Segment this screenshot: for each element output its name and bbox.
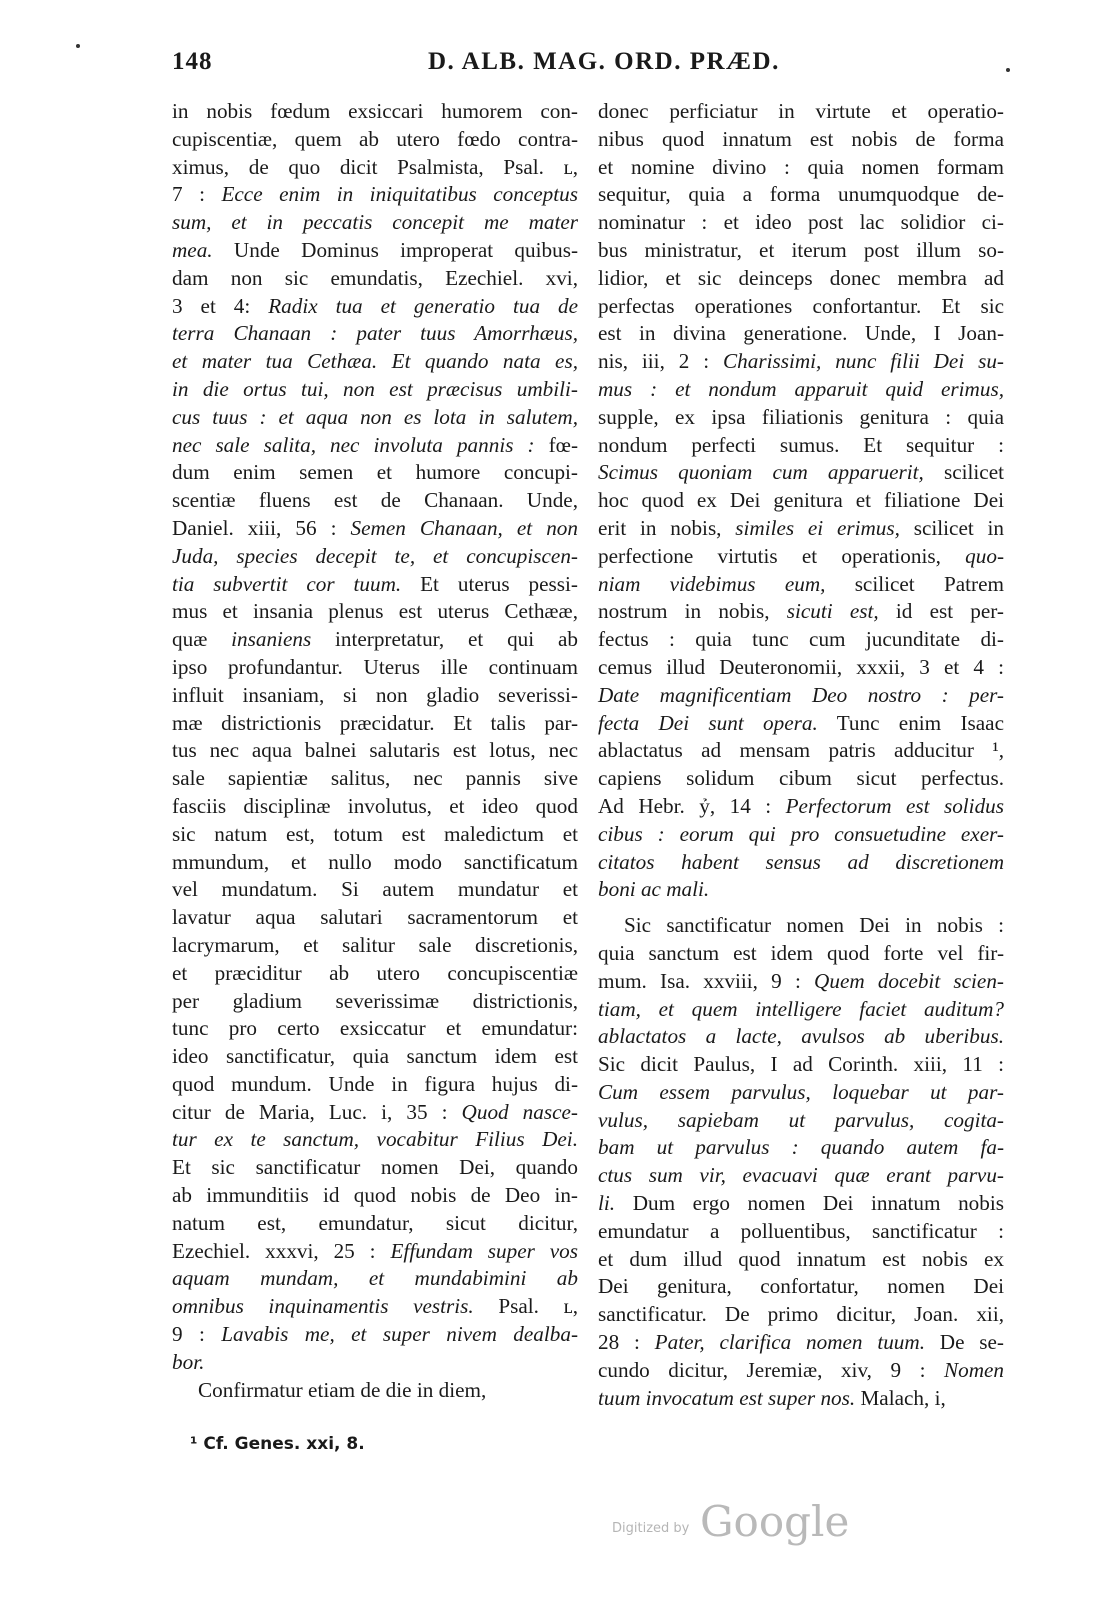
- italic-text-run: Radix tua et generatio tua de: [268, 293, 578, 318]
- text-line: [172, 1015, 578, 1043]
- text-line: [598, 320, 1004, 348]
- text-run: interpretatur, et qui ab: [311, 627, 578, 652]
- text-line: [598, 1246, 1004, 1274]
- text-run: fœ-: [534, 432, 578, 457]
- text-line: [598, 126, 1004, 154]
- text-line: [172, 459, 578, 487]
- text-run: bus ministratur, et iterum post illum so-: [598, 237, 1004, 262]
- italic-text-run: Quem docebit scien-: [814, 968, 1004, 993]
- text-line: [172, 849, 578, 877]
- running-title: D. ALB. MAG. ORD. PRÆD.: [428, 48, 780, 75]
- text-line: [598, 404, 1004, 432]
- text-line: [598, 710, 1004, 738]
- text-line: [598, 682, 1004, 710]
- text-line: [172, 1043, 578, 1071]
- text-line: [598, 1107, 1004, 1135]
- text-run: cemus illud Deuteronomii, xxxii, 3 et 4 :: [598, 654, 1004, 679]
- italic-text-run: in die ortus tui, non est præcisus umbili-: [172, 376, 578, 401]
- text-line: [598, 793, 1004, 821]
- text-run: Ezechiel. xxxvi, 25 :: [172, 1238, 391, 1263]
- text-run: et dum illud quod innatum est nobis ex: [598, 1246, 1004, 1271]
- italic-text-run: tuum invocatum est super nos.: [598, 1385, 856, 1410]
- text-run: quia sanctum est idem quod forte vel fir-: [598, 940, 1004, 965]
- italic-text-run: Juda, species decepit te, et concupiscen-: [172, 543, 578, 568]
- text-line: [598, 515, 1004, 543]
- text-run: ablactatus ad mensam patris adducitur ¹,: [598, 738, 1004, 763]
- text-run: ab immunditiis id quod nobis de Deo in-: [172, 1183, 578, 1208]
- text-line: [598, 293, 1004, 321]
- italic-text-run: Effundam super vos: [390, 1238, 579, 1263]
- text-run: perfectas operationes confortantur. Et sic: [598, 293, 1004, 318]
- text-run: Ad Hebr. ỷ, 14 :: [598, 793, 786, 818]
- italic-text-run: Ecce enim in iniquitatibus conceptus: [221, 182, 578, 207]
- text-run: erit in nobis,: [598, 515, 736, 540]
- text-line: [598, 459, 1004, 487]
- text-run: Malach, i,: [855, 1385, 946, 1410]
- text-line: [172, 126, 578, 154]
- text-run: fectus : quia tunc cum jucunditate di-: [598, 627, 1004, 652]
- italic-text-run: fecta Dei sunt opera.: [598, 710, 818, 735]
- italic-text-run: omnibus inquinamentis vestris.: [172, 1294, 474, 1319]
- italic-text-run: Scimus quoniam cum apparuerit,: [598, 460, 924, 485]
- text-line: [598, 181, 1004, 209]
- text-run: natum est, emundatur, sicut dicitur,: [172, 1210, 578, 1235]
- text-line: [172, 821, 578, 849]
- text-run: capiens solidum cibum sicut perfectus.: [598, 766, 1004, 791]
- italic-text-run: cus tuus : et aqua non es lota in salutem,: [172, 404, 578, 429]
- text-line: [172, 1126, 578, 1154]
- text-run: perfectione virtutis et operationis,: [598, 543, 966, 568]
- text-line: [598, 598, 1004, 626]
- italic-text-run: tia subvertit cor tuum.: [172, 571, 402, 596]
- text-line: [172, 876, 578, 904]
- italic-text-run: sicuti est,: [786, 599, 879, 624]
- text-line: [598, 968, 1004, 996]
- text-line: [172, 293, 578, 321]
- text-line: [172, 737, 578, 765]
- watermark-small-text: Digitized by: [612, 1521, 690, 1536]
- text-line: [598, 737, 1004, 765]
- text-line: [172, 1238, 578, 1266]
- italic-text-run: similes ei erimus,: [735, 515, 900, 540]
- text-run: Psal. ʟ,: [473, 1294, 578, 1319]
- text-line: [598, 1162, 1004, 1190]
- italic-text-run: cibus : eorum qui pro consuetudine exer-: [598, 821, 1004, 846]
- italic-text-run: Cum essem parvulus, loquebar ut par-: [598, 1079, 1004, 1104]
- text-run: emundatur a polluentibus, sanctificatur :: [598, 1218, 1004, 1243]
- text-run: mus et insania plenus est uterus Cethææ,: [172, 599, 578, 624]
- left-text-column: [172, 98, 578, 1404]
- italic-text-run: boni ac mali.: [598, 877, 710, 902]
- italic-text-run: Quod nasce-: [461, 1099, 578, 1124]
- text-line: [172, 904, 578, 932]
- text-run: quæ: [172, 627, 232, 652]
- text-line: [598, 1357, 1004, 1385]
- text-run: per gladium severissimæ districtionis,: [172, 988, 578, 1013]
- text-line: [172, 654, 578, 682]
- text-line: [172, 932, 578, 960]
- text-run: sequitur, quia a forma unumquodque de-: [598, 182, 1004, 207]
- text-line: [172, 1321, 578, 1349]
- scan-speck: [1006, 68, 1010, 72]
- text-run: et præciditur ab utero concupiscentiæ: [172, 960, 578, 985]
- text-line: [598, 432, 1004, 460]
- text-line: [172, 404, 578, 432]
- text-line: [172, 98, 578, 126]
- text-run: tunc pro certo exsiccatur et emundatur:: [172, 1016, 578, 1041]
- text-line: [172, 432, 578, 460]
- text-line: [172, 988, 578, 1016]
- text-line: [172, 543, 578, 571]
- text-run: 7 :: [172, 182, 222, 207]
- text-line: [598, 154, 1004, 182]
- text-run: sale sapientiæ salitus, nec pannis sive: [172, 766, 578, 791]
- text-run: cundo dicitur, Jeremiæ, xiv, 9 :: [598, 1357, 944, 1382]
- italic-text-run: mea.: [172, 237, 213, 262]
- text-run: tus nec aqua balnei salutaris est lotus, nec: [172, 738, 578, 763]
- text-line: [172, 265, 578, 293]
- text-run: Et uterus pessi-: [401, 571, 578, 596]
- text-line: [598, 940, 1004, 968]
- text-line: [172, 571, 578, 599]
- italic-text-run: vulus, sapiebam ut parvulus, cogita-: [598, 1107, 1004, 1132]
- text-run: Et sic sanctificatur nomen Dei, quando: [172, 1155, 578, 1180]
- text-run: 28 :: [598, 1330, 655, 1355]
- text-line: [172, 1377, 578, 1405]
- text-run: nominatur : et ideo post lac solidior ci-: [598, 210, 1004, 235]
- text-line: [598, 487, 1004, 515]
- text-run: quod mundum. Unde in figura hujus di-: [172, 1071, 578, 1096]
- text-run: lidior, et sic deinceps donec membra ad: [598, 265, 1004, 290]
- text-line: [598, 996, 1004, 1024]
- text-run: Daniel. xiii, 56 :: [172, 515, 351, 540]
- text-run: scilicet in: [899, 515, 1004, 540]
- text-run: influit insaniam, si non gladio severissi-: [172, 682, 578, 707]
- text-line: [172, 1099, 578, 1127]
- text-line: [172, 960, 578, 988]
- italic-text-run: ctus sum vir, evacuavi quæ erant parvu-: [598, 1163, 1004, 1188]
- text-line: [598, 849, 1004, 877]
- text-line: [598, 1329, 1004, 1357]
- text-line: [598, 912, 1004, 940]
- text-run: supple, ex ipsa filiationis genitura : quia: [598, 404, 1004, 429]
- text-run: mæ districtionis præcidatur. Et talis par-: [172, 710, 578, 735]
- italic-text-run: li.: [598, 1191, 616, 1216]
- text-run: scentiæ fluens est de Chanaan. Unde,: [172, 488, 578, 513]
- text-line: [598, 654, 1004, 682]
- text-line: [598, 237, 1004, 265]
- italic-text-run: Perfectorum est solidus: [785, 793, 1004, 818]
- text-line: [598, 1023, 1004, 1051]
- page-header: [0, 48, 1099, 88]
- italic-text-run: terra Chanaan : pater tuus Amorrhæus,: [172, 321, 578, 346]
- text-run: Unde Dominus improperat quibus-: [212, 237, 578, 262]
- text-line: [172, 320, 578, 348]
- text-run: mum. Isa. xxviii, 9 :: [598, 968, 815, 993]
- italic-text-run: Nomen: [943, 1357, 1004, 1382]
- text-line: [172, 1265, 578, 1293]
- italic-text-run: Semen Chanaan, et non: [350, 515, 578, 540]
- text-line: [598, 376, 1004, 404]
- italic-text-run: quo-: [965, 543, 1004, 568]
- text-run: ideo sanctificatur, quia sanctum idem est: [172, 1044, 578, 1069]
- italic-text-run: sum, et in peccatis concepit me mater: [172, 210, 578, 235]
- text-line: [598, 876, 1004, 904]
- text-line: [172, 682, 578, 710]
- text-run: 9 :: [172, 1322, 222, 1347]
- text-run: Dum ergo nomen Dei innatum nobis: [615, 1191, 1004, 1216]
- text-line: [172, 1154, 578, 1182]
- text-run: scilicet Patrem: [825, 571, 1004, 596]
- text-line: [598, 821, 1004, 849]
- text-line: [172, 626, 578, 654]
- text-line: [172, 376, 578, 404]
- text-line: [598, 1079, 1004, 1107]
- text-line: [172, 515, 578, 543]
- text-run: id est per-: [878, 599, 1004, 624]
- text-run: Tunc enim Isaac: [817, 710, 1004, 735]
- text-run: dum enim semen et humore concupi-: [172, 460, 578, 485]
- text-run: nibus quod innatum est nobis de forma: [598, 126, 1004, 151]
- text-run: Dei genitura, confortatur, nomen Dei: [598, 1274, 1004, 1299]
- italic-text-run: tur ex te sanctum, vocabitur Filius Dei.: [172, 1127, 578, 1152]
- text-run: donec perficiatur in virtute et operatio-: [598, 99, 1004, 123]
- page-number: 148: [172, 48, 213, 75]
- text-line: [598, 348, 1004, 376]
- text-line: [598, 209, 1004, 237]
- text-run: mmundum, et nullo modo sanctificatum: [172, 849, 578, 874]
- text-line: [598, 265, 1004, 293]
- text-line: [172, 710, 578, 738]
- italic-text-run: et mater tua Cethæa. Et quando nata es,: [172, 349, 578, 374]
- footnote: ¹ Cf. Genes. xxi, 8.: [190, 1434, 365, 1454]
- text-line: [172, 765, 578, 793]
- text-run: nostrum in nobis,: [598, 599, 787, 624]
- text-line: [172, 793, 578, 821]
- text-line: [598, 1385, 1004, 1413]
- text-run: dam non sic emundatis, Ezechiel. xvi,: [172, 265, 578, 290]
- italic-text-run: mus : et nondum apparuit quid erimus,: [598, 376, 1004, 401]
- italic-text-run: Charissimi, nunc filii Dei su-: [723, 349, 1004, 374]
- text-run: sanctificatur. De primo dicitur, Joan. xii,: [598, 1302, 1004, 1327]
- italic-text-run: nec sale salita, nec involuta pannis :: [172, 432, 535, 457]
- text-line: [598, 1301, 1004, 1329]
- text-run: fasciis disciplinæ involutus, et ideo quod: [172, 793, 578, 818]
- text-line: [598, 1273, 1004, 1301]
- right-text-column: [598, 98, 1004, 1412]
- text-run: citur de Maria, Luc. i, 35 :: [172, 1099, 462, 1124]
- text-run: Confirmatur etiam de die in diem,: [198, 1377, 487, 1402]
- text-line: [598, 765, 1004, 793]
- text-line: [598, 1051, 1004, 1079]
- watermark-logo-text: Google: [700, 1497, 850, 1546]
- italic-text-run: citatos habent sensus ad discretionem: [598, 849, 1004, 874]
- text-line: [172, 209, 578, 237]
- italic-text-run: bam ut parvulus : quando autem fa-: [598, 1135, 1004, 1160]
- text-line: [172, 348, 578, 376]
- italic-text-run: Date magnificentiam Deo nostro : per-: [598, 682, 1004, 707]
- italic-text-run: ablactatos a lacte, avulsos ab uberibus.: [598, 1024, 1004, 1049]
- italic-text-run: Lavabis me, et super nivem dealba-: [221, 1322, 578, 1347]
- text-run: ximus, de quo dicit Psalmista, Psal. ʟ,: [172, 154, 578, 179]
- text-line: [172, 598, 578, 626]
- text-run: scilicet: [923, 460, 1004, 485]
- text-run: Sic dicit Paulus, I ad Corinth. xiii, 11 :: [598, 1052, 1004, 1077]
- text-run: vel mundatum. Si autem mundatur et: [172, 877, 578, 902]
- text-line: [598, 98, 1004, 126]
- text-line: [172, 154, 578, 182]
- italic-text-run: niam videbimus eum,: [598, 571, 826, 596]
- text-line: [172, 1293, 578, 1321]
- text-line: [598, 1218, 1004, 1246]
- text-run: in nobis fœdum exsiccari humorem con-: [172, 99, 578, 123]
- italic-text-run: insaniens: [231, 627, 312, 652]
- text-run: ipso profundantur. Uterus ille continuam: [172, 654, 578, 679]
- text-run: De se-: [925, 1330, 1004, 1355]
- text-line: [172, 1071, 578, 1099]
- italic-text-run: bor.: [172, 1349, 205, 1374]
- text-line: [598, 1190, 1004, 1218]
- text-line: [598, 626, 1004, 654]
- text-line: [598, 1134, 1004, 1162]
- text-run: est in divina generatione. Unde, I Joan-: [598, 321, 1004, 346]
- text-run: nis, iii, 2 :: [598, 349, 724, 374]
- text-line: [172, 1349, 578, 1377]
- text-line: [172, 487, 578, 515]
- text-line: [172, 181, 578, 209]
- text-line: [172, 237, 578, 265]
- text-run: lacrymarum, et salitur sale discretionis,: [172, 932, 578, 957]
- italic-text-run: Pater, clarifica nomen tuum.: [654, 1330, 925, 1355]
- text-run: nondum perfecti sumus. Et sequitur :: [598, 432, 1004, 457]
- text-run: sic natum est, totum est maledictum et: [172, 821, 578, 846]
- scan-speck: [76, 44, 80, 48]
- text-line: [172, 1210, 578, 1238]
- text-line: [598, 571, 1004, 599]
- text-run: cupiscentiæ, quem ab utero fœdo contra-: [172, 126, 578, 151]
- text-run: hoc quod ex Dei genitura et filiatione Dei: [598, 488, 1004, 513]
- italic-text-run: aquam mundam, et mundabimini ab: [172, 1266, 578, 1291]
- italic-text-run: tiam, et quem intelligere faciet auditum?: [598, 996, 1004, 1021]
- text-run: Sic sanctificatur nomen Dei in nobis :: [624, 913, 1004, 938]
- text-run: lavatur aqua salutari sacramentorum et: [172, 905, 578, 930]
- text-run: 3 et 4:: [172, 293, 269, 318]
- text-line: [598, 543, 1004, 571]
- text-run: et nomine divino : quia nomen formam: [598, 154, 1004, 179]
- text-line: [172, 1182, 578, 1210]
